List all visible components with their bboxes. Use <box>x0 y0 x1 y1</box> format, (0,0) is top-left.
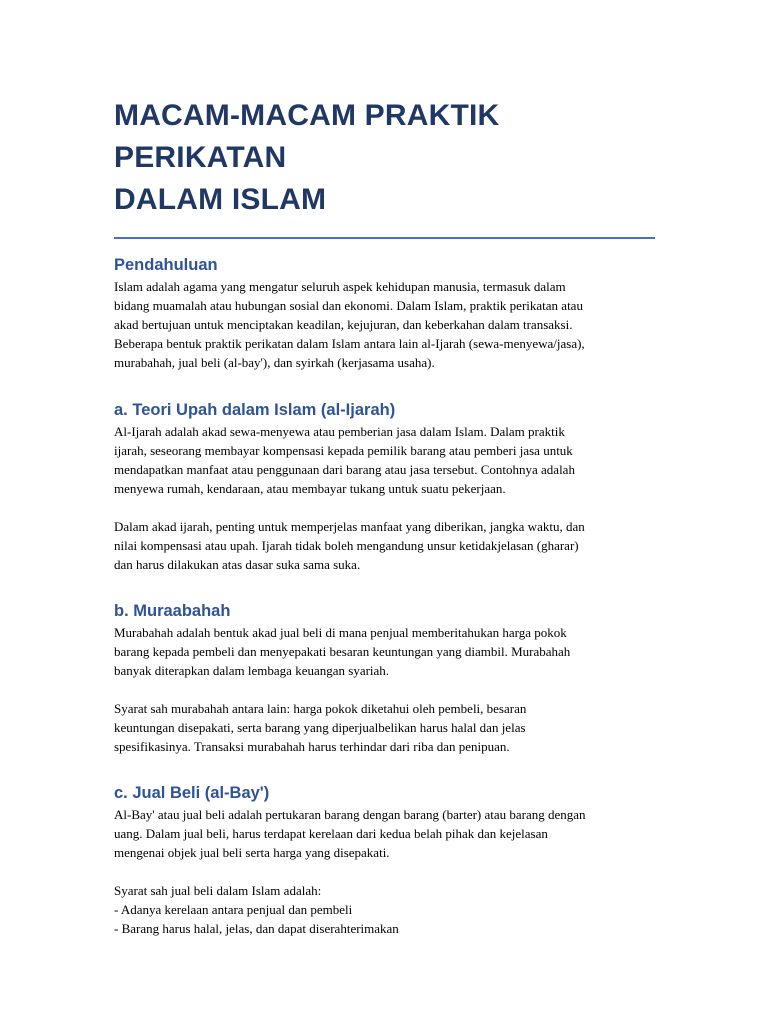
text-line: ijarah, seseorang membayar kompensasi kepada pemilik barang atau pemberi jasa untuk <box>114 443 573 458</box>
paragraph-pendahuluan <box>114 277 654 372</box>
paragraph-murabahah-conditions <box>114 699 654 756</box>
section-heading-jual-beli: c. Jual Beli (al-Bay') <box>114 784 270 802</box>
document-title-line: MACAM-MACAM PRAKTIK PERIKATAN <box>114 99 500 174</box>
text-line: keuntungan disepakati, serta barang yang diperjualbelikan harus halal dan jelas <box>114 720 526 735</box>
text-line: menyewa rumah, kendaraan, atau membayar tukang untuk suatu pekerjaan. <box>114 481 506 496</box>
text-line: spesifikasinya. Transaksi murabahah harus terhindar dari riba dan penipuan. <box>114 739 510 754</box>
text-line: bidang muamalah atau hubungan sosial dan ekonomi. Dalam Islam, praktik perikatan atau <box>114 298 583 313</box>
list-item: - Barang harus halal, jelas, dan dapat diserahterimakan <box>114 921 399 936</box>
text-line: mengenai objek jual beli serta harga yang disepakati. <box>114 845 390 860</box>
list-intro: Syarat sah jual beli dalam Islam adalah: <box>114 883 322 898</box>
section-heading-pendahuluan: Pendahuluan <box>114 256 218 274</box>
paragraph-murabahah-definition <box>114 623 654 680</box>
text-line: Syarat sah murabahah antara lain: harga pokok diketahui oleh pembeli, besaran <box>114 701 527 716</box>
text-line: nilai kompensasi atau upah. Ijarah tidak boleh mengandung unsur ketidakjelasan (gharar) <box>114 538 579 553</box>
document-page <box>114 95 654 938</box>
section-heading-murabahah: b. Muraabahah <box>114 602 231 620</box>
section-heading-ijarah: a. Teori Upah dalam Islam (al-Ijarah) <box>114 401 396 419</box>
paragraph-jual-beli-definition <box>114 805 654 862</box>
paragraph-ijarah-conditions <box>114 517 654 574</box>
text-line: mendapatkan manfaat atau penggunaan dari barang atau jasa tersebut. Contohnya adalah <box>114 462 575 477</box>
text-line: Murabahah adalah bentuk akad jual beli di mana penjual memberitahukan harga pokok <box>114 625 567 640</box>
text-line: uang. Dalam jual beli, harus terdapat kerelaan dari kedua belah pihak dan kejelasan <box>114 826 548 841</box>
text-line: Al-Bay' atau jual beli adalah pertukaran barang dengan barang (barter) atau barang dengan <box>114 807 586 822</box>
list-item: - Adanya kerelaan antara penjual dan pembeli <box>114 902 353 917</box>
text-line: murabahah, jual beli (al-bay'), dan syirkah (kerjasama usaha). <box>114 355 435 370</box>
text-line: dan harus dilakukan atas dasar suka sama suka. <box>114 557 361 572</box>
text-line: barang kepada pembeli dan menyepakati besaran keuntungan yang diambil. Murabahah <box>114 644 571 659</box>
text-line: akad bertujuan untuk menciptakan keadilan, kejujuran, dan keberkahan dalam transaksi. <box>114 317 573 332</box>
text-line: Al-Ijarah adalah akad sewa-menyewa atau pemberian jasa dalam Islam. Dalam praktik <box>114 424 565 439</box>
text-line: banyak diterapkan dalam lembaga keuangan syariah. <box>114 663 390 678</box>
text-line: Islam adalah agama yang mengatur seluruh aspek kehidupan manusia, termasuk dalam <box>114 279 566 294</box>
text-line: Dalam akad ijarah, penting untuk memperjelas manfaat yang diberikan, jangka waktu, dan <box>114 519 585 534</box>
document-title <box>114 95 654 221</box>
title-underline-rule <box>114 237 655 239</box>
jual-beli-requirements-list <box>114 881 654 938</box>
paragraph-ijarah-definition <box>114 422 654 498</box>
text-line: Beberapa bentuk praktik perikatan dalam Islam antara lain al-Ijarah (sewa-menyewa/jasa), <box>114 336 585 351</box>
document-title-line: DALAM ISLAM <box>114 183 327 216</box>
